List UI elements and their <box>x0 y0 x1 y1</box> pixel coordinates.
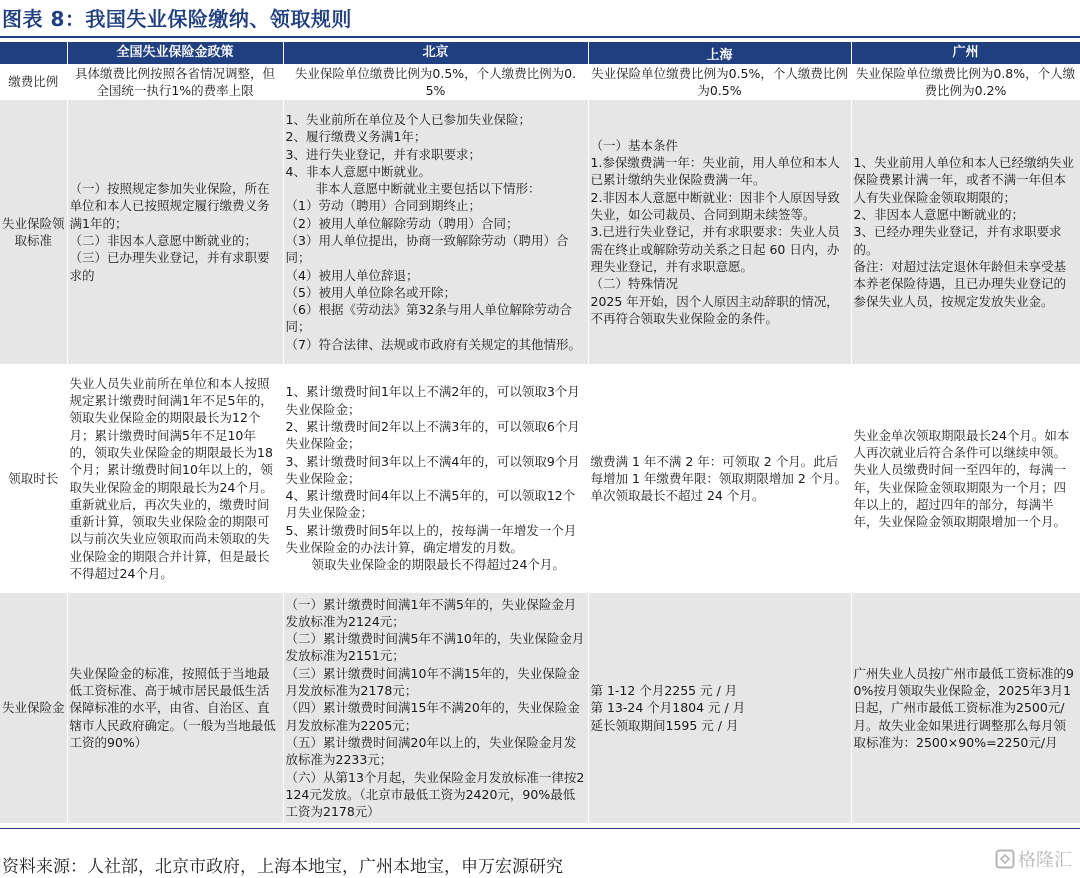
cell-line: （一）按照规定参加失业保险，所在单位和本人已按照规定履行缴费义务满1年的； <box>69 181 270 231</box>
cell-line: （6）根据《劳动法》第32条与用人单位解除劳动合同； <box>285 302 572 335</box>
header-blank <box>0 42 67 64</box>
cell-line: （二）非因本人意愿中断就业的； <box>69 233 258 248</box>
cell-line: 延长领取期间1595 元 / 月 <box>590 717 739 733</box>
cell-national <box>67 593 283 823</box>
cell-line: （1）劳动（聘用）合同到期终止； <box>285 198 481 214</box>
cell-line: 1、失业前用人单位和本人已经缴纳失业保险费累计满一年，或者不满一年但本人有失业保险金领取期限的； <box>853 155 1074 205</box>
cell-line: （4）被用人单位辞退； <box>285 267 419 283</box>
cell-line: 2、非因本人意愿中断就业的； <box>853 207 1024 223</box>
cell-line: （三）累计缴费时间满10年不满15年的，失业保险金月发放标准为2178元； <box>285 665 580 699</box>
table-row-eligibility <box>0 100 1080 364</box>
watermark-logo-icon <box>995 849 1015 869</box>
cell-line: 具体缴费比例按照各省情况调整，但全国统一执行1%的费率上限 <box>74 65 275 98</box>
cell-line: 非本人意愿中断就业主要包括以下情形： <box>315 181 541 197</box>
cell-guangzhou <box>851 364 1080 593</box>
cell-line: 备注：对超过法定退休年龄但未享受基本养老保险待遇，且已办理失业登记的参保失业人员，按规定发放失业金。 <box>853 258 1067 309</box>
figure-title: 图表 8：我国失业保险缴纳、领取规则 <box>2 7 352 31</box>
cell-beijing <box>283 364 588 593</box>
source-note: 资料来源：人社部，北京市政府，上海本地宝，广州本地宝，申万宏源研究 <box>2 857 563 877</box>
cell-line: 失业保险单位缴费比例为0.5%，个人缴费比例为0.5% <box>294 65 577 98</box>
bottom-rule <box>0 828 1080 829</box>
cell-line: （3）用人单位提出，协商一致解除劳动（聘用）合同； <box>285 233 569 266</box>
header-shanghai: 上海 <box>588 42 851 64</box>
row-label-contribution-rate: 缴费比例 <box>0 64 67 100</box>
cell-line: 单次领取最长不超过 24 个月。 <box>590 488 765 504</box>
title-bar <box>0 0 1080 38</box>
cell-line: （2）被用人单位解除劳动（聘用）合同； <box>285 215 519 231</box>
cell-national <box>67 364 283 593</box>
cell-line: （六）从第13个月起，失业保险金月发放标准一律按2124元发放。（北京市最低工资为2420元，90%最低工资为2178元） <box>285 769 585 820</box>
cell-line: 3.已进行失业登记，并有求职要求：失业人员需在终止或解除劳动关系之日起 60 日内，办理失业登记，并有求职意愿。 <box>590 224 840 274</box>
cell-line: 3、进行失业登记，并有求职要求； <box>285 146 481 162</box>
cell-line: （5）被用人单位除名或开除； <box>285 284 456 300</box>
table-row-contribution-rate <box>0 64 1080 100</box>
watermark-text: 格隆汇 <box>1018 850 1072 871</box>
cell-guangzhou <box>851 593 1080 823</box>
cell-line: 3、累计缴费时间3年以上不满4年的，可以领取9个月失业保险金； <box>285 453 580 486</box>
cell-line: 1、失业前所在单位及个人已参加失业保险； <box>285 111 531 127</box>
cell-line: 2、履行缴费义务满1年； <box>285 129 427 145</box>
row-label-benefit-amount: 失业保险金 <box>0 593 67 823</box>
cell-line: （一）累计缴费时间满1年不满5年的，失业保险金月发放标准为2124元； <box>285 596 577 629</box>
cell-line: 4、非本人意愿中断就业。 <box>285 163 431 179</box>
table-header-row <box>0 42 1080 64</box>
cell-line: （三）已办理失业登记，并有求职要求的 <box>69 250 270 283</box>
cell-beijing <box>283 593 588 823</box>
cell-line: 失业保险金的标准，按照低于当地最低工资标准、高于城市居民最低生活保障标准的水平，由省、自治区、直辖市人民政府确定。（一般为当地最低工资的90%） <box>69 665 276 750</box>
cell-line: 失业保险单位缴费比例为0.5%，个人缴费比例为0.5% <box>591 65 848 98</box>
cell-guangzhou <box>851 64 1080 100</box>
cell-line: 2025 年开始，因个人原因主动辞职的情况，不再符合领取失业保险金的条件。 <box>590 293 839 326</box>
cell-line: 2.非因本人意愿中断就业：因非个人原因导致失业，如公司裁员、合同到期未续签等。 <box>590 189 840 223</box>
cell-line: （五）累计缴费时间满20年以上的，失业保险金月发放标准为2233元； <box>285 734 577 768</box>
cell-national <box>67 64 283 100</box>
cell-line: 1.参保缴费满一年：失业前，用人单位和本人已累计缴纳失业保险费满一年。 <box>590 155 840 188</box>
cell-line: 失业人员失业前所在单位和本人按照规定累计缴费时间满1年不足5年的，领取失业保险金的期限最长为12个月；累计缴费时间满5年不足10年的，领取失业保险金的期限最长为18个月；累计缴费时间10年以上的，领取失业保险金的期限最长为24个月。重新就业后，再次失业的，缴费时间重新计算，领取失业保险金的期限可以与前次失业应领取而尚未领取的失业保险金的期限合并计算，但是最长不得超过24个月。 <box>69 375 273 581</box>
cell-line: 5、累计缴费时间5年以上的，按每满一年增发一个月失业保险金的办法计算，确定增发的月数。 <box>285 522 577 556</box>
cell-line: 领取失业保险金的期限最长不得超过24个月。 <box>311 557 565 573</box>
cell-guangzhou <box>851 100 1080 364</box>
cell-line: （四）累计缴费时间满15年不满20年的，失业保险金月发放标准为2205元； <box>285 700 580 733</box>
row-label-duration: 领取时长 <box>0 364 67 593</box>
cell-beijing <box>283 100 588 364</box>
cell-line: 缴费满 1 年不满 2 年：可领取 2 个月。此后每增加 1 年缴费年限：领取期限增加 2 个月。 <box>590 453 848 486</box>
cell-line: 失业保险单位缴费比例为0.8%，个人缴费比例为0.2% <box>855 65 1076 98</box>
cell-line: 广州失业人员按广州市最低工资标准的90%按月领取失业保险金，2025年3月1日起，广州市最低工资标准为2500元/月。故失业金如果进行调整那么每月领取标准为：2500×90%=2250元/月 <box>853 665 1074 750</box>
cell-beijing <box>283 64 588 100</box>
cell-line: （7）符合法律、法规或市政府有关规定的其他情形。 <box>285 336 581 352</box>
row-label-eligibility: 失业保险领取标准 <box>0 100 67 364</box>
cell-shanghai <box>588 593 851 823</box>
cell-line: （一）基本条件 <box>590 137 679 153</box>
cell-line: （二）累计缴费时间满5年不满10年的，失业保险金月发放标准为2151元； <box>285 631 585 664</box>
cell-shanghai <box>588 100 851 364</box>
cell-line: 3、已经办理失业登记，并有求职要求的。 <box>853 224 1062 257</box>
watermark <box>995 846 1072 872</box>
cell-shanghai <box>588 64 851 100</box>
cell-line: （二）特殊情况 <box>590 276 679 292</box>
cell-shanghai <box>588 364 851 593</box>
cell-line: 第 13-24 个月1804 元 / 月 <box>590 700 746 716</box>
table-row-duration <box>0 364 1080 593</box>
cell-national <box>67 100 283 364</box>
table-row-benefit-amount <box>0 593 1080 823</box>
cell-line: 第 1-12 个月2255 元 / 月 <box>590 683 738 699</box>
header-guangzhou: 广州 <box>851 42 1080 64</box>
header-national: 全国失业保险金政策 <box>67 42 283 64</box>
cell-line: 2、累计缴费时间2年以上不满3年的，可以领取6个月失业保险金； <box>285 418 580 452</box>
unemployment-insurance-table <box>0 42 1080 823</box>
cell-line: 1、累计缴费时间1年以上不满2年的，可以领取3个月失业保险金； <box>285 384 580 417</box>
header-beijing: 北京 <box>283 42 588 64</box>
cell-line: 4、累计缴费时间4年以上不满5年的，可以领取12个月失业保险金； <box>285 488 576 521</box>
cell-line: 失业金单次领取期限最长24个月。如本人再次就业后符合条件可以继续申领。失业人员缴费时间一至四年的，每满一年，失业保险金领取期限为一个月；四年以上的，超过四年的部分，每满半年，失业保险金领取期限增加一个月。 <box>853 427 1070 530</box>
